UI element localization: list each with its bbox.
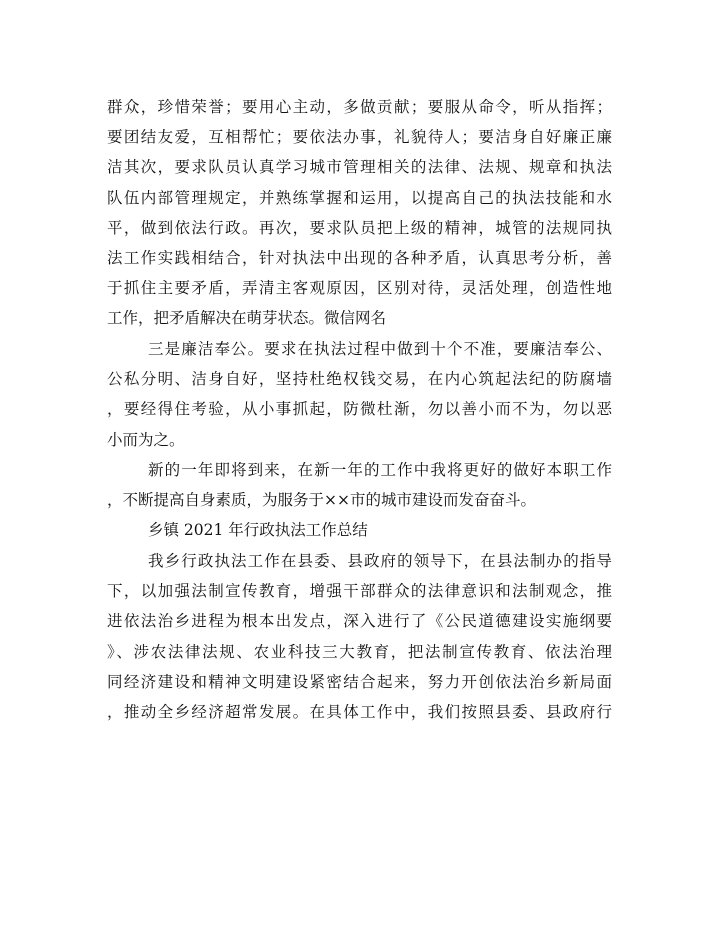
text-line: 下，以加强法制宣传教育，增强干部群众的法律意识和法制观念，推 [107,582,612,601]
text-line: 三是廉洁奉公。要求在执法过程中做到十个不准，要廉洁奉公、 [148,340,612,358]
text-line: 平，做到依法行政。再次，要求队员把上级的精神，城管的法规同执 [107,218,612,237]
text-line: 小而为之。 [107,430,185,449]
text-line: 进依法治乡进程为根本出发点，深入进行了《公民道德建设实施纲要 [107,612,612,631]
text-line: 于抓住主要矛盾，弄清主客观原因，区别对待，灵活处理，创造性地 [107,279,612,298]
text-line: 》、涉农法律法规、农业科技三大教育，把法制宣传教育、依法治理 [107,642,612,661]
text-line: 群众，珍惜荣誉；要用心主动，多做贡献；要服从命令，听从指挥； [107,98,612,116]
text-line: ，要经得住考验，从小事抓起，防微杜渐，勿以善小而不为，勿以恶 [107,400,612,419]
text-line: 公私分明、洁身自好，坚持杜绝权钱交易，在内心筑起法纪的防腐墙 [107,370,612,389]
heading-text: 乡镇 2021 年行政执法工作总结 [148,521,368,539]
text-line: 要团结友爱，互相帮忙；要依法办事，礼貌待人；要洁身自好廉正廉 [107,128,612,147]
text-line: 工作，把矛盾解决在萌芽状态。微信网名 [107,309,387,328]
text-line: 洁其次，要求队员认真学习城市管理相关的法律、法规、规章和执法 [107,158,612,177]
text-line: ，不断提高自身素质，为服务于××市的城市建设而发奋奋斗。 [107,491,536,510]
text-line: ，推动全乡经济超常发展。在具体工作中，我们按照县委、县政府行 [107,702,612,721]
paragraph-1 [107,92,612,334]
text-line: 我乡行政执法工作在县委、县政府的领导下，在县法制办的指导 [148,552,612,570]
text-line: 队伍内部管理规定，并熟练掌握和运用，以提高自己的执法技能和水 [107,188,612,207]
paragraph-3 [107,455,612,515]
paragraph-5 [107,546,612,727]
text-line: 同经济建设和精神文明建设紧密结合起来，努力开创依法治乡新局面 [107,672,612,691]
section-heading [107,515,612,545]
text-line: 新的一年即将到来，在新一年的工作中我将更好的做好本职工作 [148,461,612,479]
paragraph-2 [107,334,612,455]
text-line: 法工作实践相结合，针对执法中出现的各种矛盾，认真思考分析，善 [107,248,612,267]
